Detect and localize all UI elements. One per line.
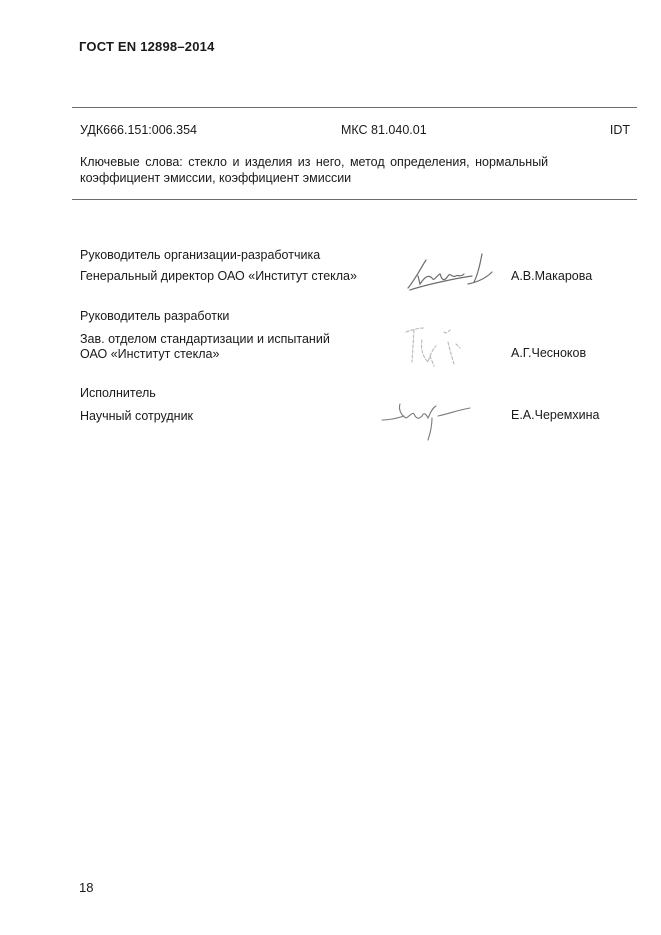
page-number: 18 (79, 880, 94, 895)
signatory-2-name: А.Г.Чесноков (511, 346, 587, 360)
keywords-line-1: Ключевые слова: стекло и изделия из него, метод определения, нормальный (80, 155, 549, 169)
udk-code: УДК666.151:006.354 (80, 123, 197, 137)
signatory-1-position: Генеральный директор ОАО «Институт стекла» (80, 269, 357, 283)
idt-marker: IDT (609, 123, 630, 137)
mks-code: МКС 81.040.01 (341, 123, 427, 137)
signatory-1-name: А.В.Макарова (511, 269, 593, 283)
signatory-3-role: Исполнитель (80, 386, 156, 400)
signatory-3-position: Научный сотрудник (80, 409, 194, 423)
signatory-1-role: Руководитель организации-разработчика (80, 248, 321, 262)
keywords-line-2: коэффициент эмиссии, коэффициент эмиссии (80, 171, 352, 185)
signatory-2-role: Руководитель разработки (80, 309, 230, 323)
signatory-3-name: Е.А.Черемхина (511, 408, 600, 422)
bottom-divider (72, 199, 637, 200)
signature-2-icon (400, 322, 470, 372)
keywords-paragraph (80, 154, 630, 186)
signature-3-icon (378, 396, 478, 442)
signatory-2-position-line-2: ОАО «Институт стекла» (80, 347, 220, 361)
document-header-title: ГОСТ EN 12898–2014 (79, 39, 215, 54)
signatory-2-position-line-1: Зав. отделом стандартизации и испытаний (80, 332, 330, 346)
top-divider (72, 107, 637, 108)
signature-1-icon (398, 248, 498, 296)
